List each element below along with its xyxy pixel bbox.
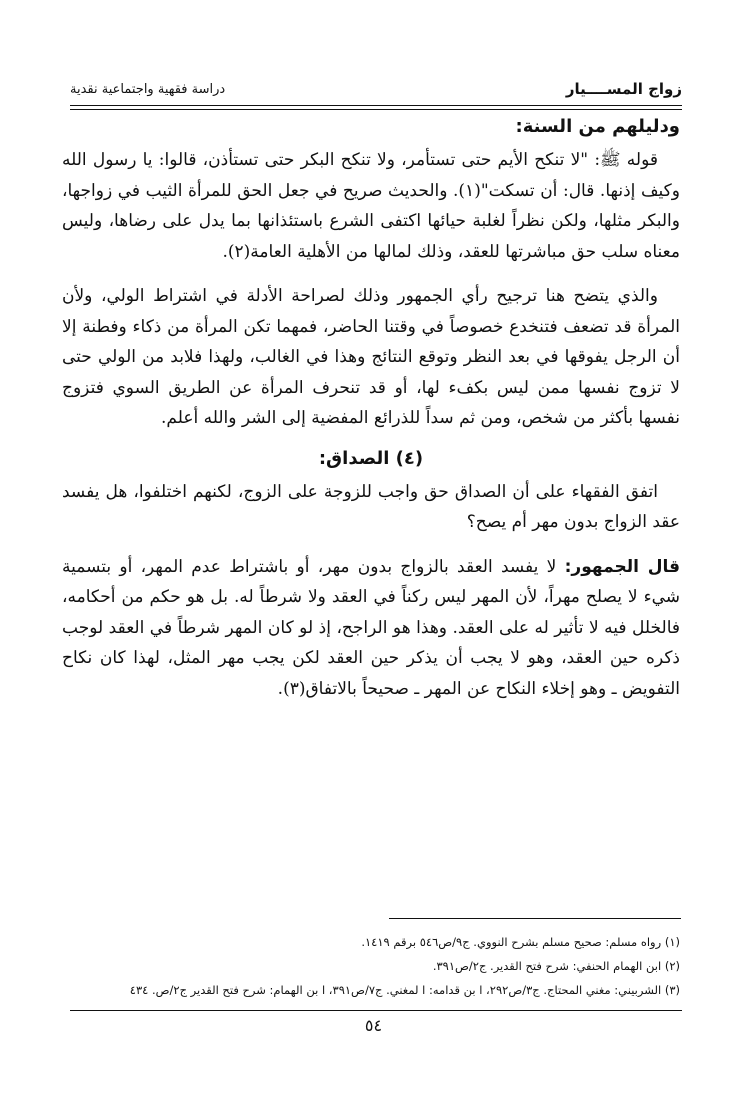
page-number: ٥٤ bbox=[364, 1016, 383, 1035]
sadaq-heading: (٤) الصداق: bbox=[318, 447, 424, 469]
running-header bbox=[70, 74, 682, 102]
page-body bbox=[62, 112, 680, 718]
footnote-3: (٣) الشربيني: مغني المحتاج. ج٣/ص٢٩٢، ا بن قدامه: ا لمغني. ج٧/ص٣٩١، ا بن الهمام: شرح فتح القدير ج٢/ص. ٤٣٤ bbox=[129, 983, 680, 997]
jumhur-lead: قال الجمهور: bbox=[564, 556, 680, 577]
footnotes bbox=[66, 930, 680, 1002]
jumhur-text: لا يفسد العقد بالزواج بدون مهر، أو باشتراط عدم المهر، أو بتسمية شيء لا يصلح مهراً، لأن المهر ليس ركناً في العقد ولا شرطاً له. بل هو حكم من أحكامه، فالخلل فيه لا تأثير له على العقد. وهذا هو الراجح، إذ لو كان المهر شرطاً في العقد لوجب ذكره حين العقد، وهو لا يجب أن يذكر حين العقد لكن يجب مهر المثل، لهذا كان نكاح التفويض ـ وهو إخلاء النكاح عن المهر ـ صحيحاً بالاتفاق(٣). bbox=[62, 556, 680, 699]
footnote-1: (١) رواه مسلم: صحيح مسلم بشرح النووي. ج٩/ص٥٤٦ برقم ١٤١٩. bbox=[361, 935, 680, 949]
sunnah-paragraph: قوله ﷺ: "لا تنكح الأيم حتى تستأمر، ولا تنكح البكر حتى تستأذن، قالوا: يا رسول الله وكيف إذنها. قال: أن تسكت"(١). والحديث صريح في جعل الحق للمرأة الثيب في زواجها، والبكر مثلها، ولكن نظراً لغلبة حيائها اكتفى الشرع باستئذانها بما يدل على رضاها، وليس معناه سلب حق مباشرتها للعقد، وذلك لمالها من الأهلية العامة(٢). bbox=[62, 150, 680, 262]
book-subtitle: دراسة فقهية واجتماعية نقدية bbox=[70, 82, 226, 97]
sunnah-heading: ودليلهم من السنة: bbox=[515, 116, 680, 137]
tarjih-paragraph: والذي يتضح هنا ترجيح رأي الجمهور وذلك لصراحة الأدلة في اشتراط الولي، ولأن المرأة قد تضعف فتنخدع خصوصاً في وقتنا الحاضر، فمهما تكن المرأة من ذكاء وفطنة إلا أن الرجل يفوقها في بعد النظر وتوقع النتائج وهذا في الغالب، ولهذا فلابد من الولي حتى لا تزوج نفسها ممن ليس بكفء لها، أو قد تنحرف المرأة عن الطريق السوي فتزوج نفسها بأكثر من شخص، ومن ثم سداً للذرائع المفضية إلى الشر والله أعلم. bbox=[62, 286, 680, 428]
footnote-divider bbox=[389, 918, 681, 919]
header-divider bbox=[70, 105, 682, 110]
footer-divider bbox=[70, 1010, 682, 1011]
jumhur-paragraph bbox=[62, 552, 680, 705]
footnote-2: (٢) ابن الهمام الحنفي: شرح فتح القدير. ج٢/ص٣٩١. bbox=[432, 959, 680, 973]
book-title: زواج المســــيار bbox=[565, 80, 682, 98]
sadaq-paragraph: اتفق الفقهاء على أن الصداق حق واجب للزوجة على الزوج، لكنهم اختلفوا، هل يفسد عقد الزواج بدون مهر أم يصح؟ bbox=[62, 481, 680, 532]
